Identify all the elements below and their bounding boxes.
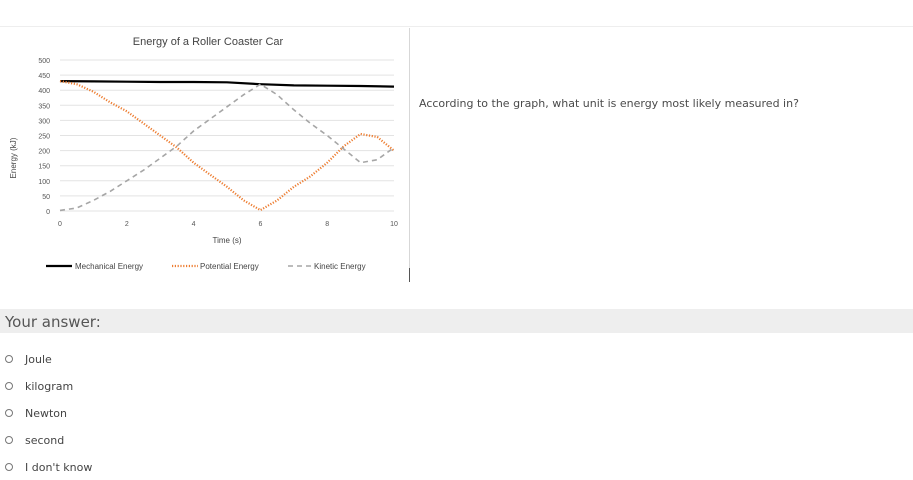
answer-option-kilogram[interactable] — [5, 377, 73, 395]
y-tick-label: 400 — [38, 88, 50, 96]
answer-option-second[interactable] — [5, 431, 64, 449]
radio-button[interactable] — [5, 463, 13, 471]
radio-button[interactable] — [5, 409, 13, 417]
y-tick-label: 300 — [38, 118, 50, 126]
answer-option-dont-know[interactable] — [5, 458, 92, 476]
chart-canvas — [0, 26, 410, 286]
answer-option-joule[interactable] — [5, 350, 52, 368]
answer-section-header — [0, 309, 913, 333]
option-label: kilogram — [25, 379, 74, 393]
y-tick-label: 250 — [38, 133, 50, 141]
option-label: I don't know — [25, 460, 93, 474]
chart-title: Energy of a Roller Coaster Car — [132, 36, 284, 48]
chart-series — [60, 81, 394, 210]
option-label: second — [25, 433, 65, 447]
x-tick-labels — [58, 221, 398, 228]
legend-label: Mechanical Energy — [75, 262, 144, 271]
radio-button[interactable] — [5, 355, 13, 363]
series-line-mechanical-energy — [60, 81, 394, 87]
x-tick-label: 2 — [124, 221, 129, 228]
legend-label: Kinetic Energy — [314, 262, 366, 271]
y-tick-labels — [38, 58, 50, 216]
option-label: Newton — [25, 406, 68, 420]
chart-legend — [46, 262, 366, 271]
option-label: Joule — [25, 352, 52, 366]
energy-chart — [0, 26, 410, 286]
y-tick-label: 0 — [46, 209, 50, 216]
x-tick-label: 4 — [191, 221, 196, 228]
y-tick-label: 100 — [38, 178, 50, 186]
question-text: According to the graph, what unit is energy most likely measured in? — [419, 97, 799, 110]
x-tick-label: 0 — [58, 221, 62, 228]
y-tick-label: 150 — [38, 163, 50, 171]
answer-option-newton[interactable] — [5, 404, 67, 422]
answer-label: Your answer: — [5, 313, 101, 331]
y-tick-label: 500 — [38, 58, 50, 65]
x-tick-label: 10 — [390, 221, 398, 228]
legend-label: Potential Energy — [200, 262, 259, 271]
y-tick-label: 450 — [38, 73, 50, 81]
x-tick-label: 8 — [325, 221, 330, 228]
y-axis-label: Energy (kJ) — [9, 137, 18, 179]
column-divider — [409, 28, 410, 280]
radio-button[interactable] — [5, 382, 13, 390]
y-tick-label: 350 — [38, 103, 50, 111]
y-tick-label: 200 — [38, 148, 50, 156]
y-tick-label: 50 — [42, 193, 50, 201]
x-axis-label: Time (s) — [212, 236, 242, 245]
divider-tick — [409, 268, 410, 282]
x-tick-label: 6 — [258, 221, 263, 228]
radio-button[interactable] — [5, 436, 13, 444]
